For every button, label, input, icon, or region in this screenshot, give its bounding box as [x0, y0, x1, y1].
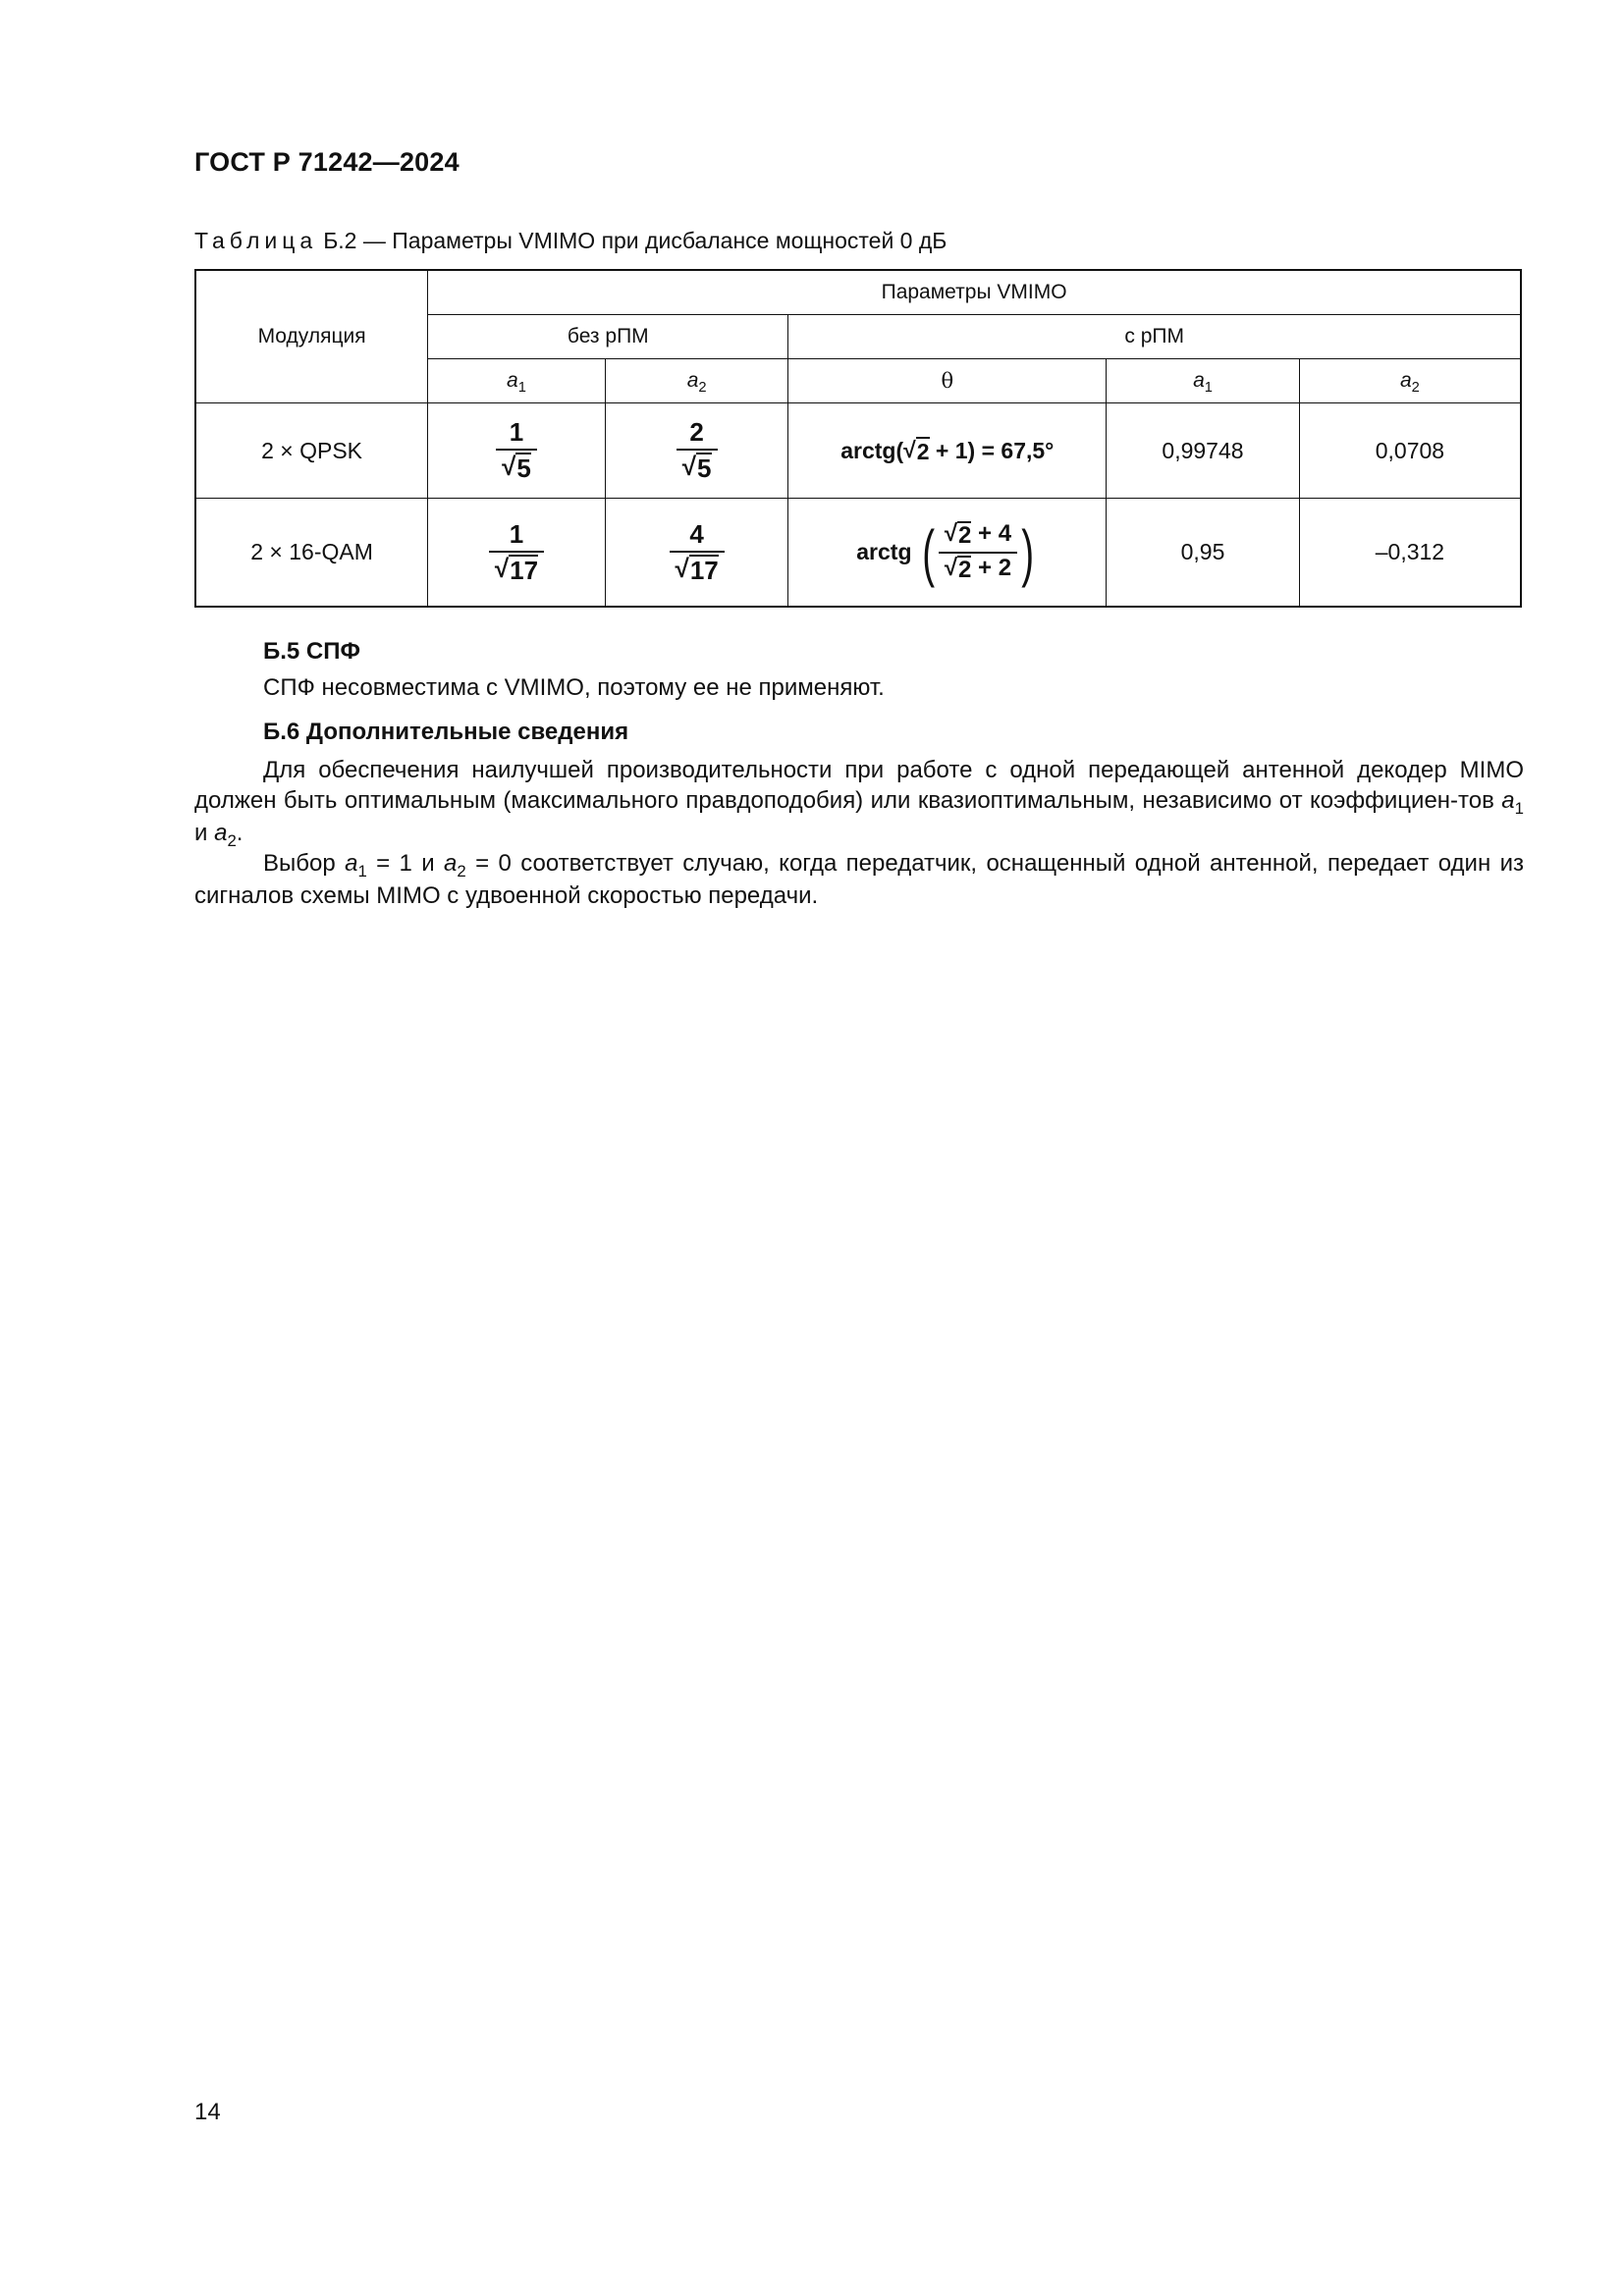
header-params: Параметры VMIMO [428, 270, 1521, 315]
section-b6-title: Б.6 Дополнительные сведения [263, 719, 629, 745]
fraction: 1 √ 17 [489, 520, 544, 584]
caption-text: Б.2 — Параметры VMIMO при дисбалансе мощностей 0 дБ [323, 228, 947, 253]
caption-label: Таблица [194, 228, 318, 253]
table-row [195, 499, 1521, 608]
sqrt-icon: √ [944, 554, 957, 581]
sqrt-icon: √ [502, 452, 516, 481]
cell-a2-rpm: 0,0708 [1299, 403, 1521, 499]
header-without-rpm: без рПМ [428, 315, 788, 359]
sqrt-icon: √ [903, 436, 916, 462]
left-paren-icon: ( [921, 516, 935, 588]
theta-formula: arctg( √ 2 + 1) = 67,5° [840, 436, 1055, 464]
document-header: ГОСТ Р 71242—2024 [194, 147, 460, 177]
cell-a1 [428, 499, 606, 608]
header-row-1 [195, 270, 1521, 315]
header-modulation: Модуляция [195, 270, 428, 403]
cell-modulation: 2 × QPSK [195, 403, 428, 499]
section-b5-title: Б.5 СПФ [263, 638, 360, 665]
fraction: 2 √ 5 [677, 418, 718, 482]
sqrt-icon: √ [675, 553, 689, 583]
right-paren-icon: ) [1021, 516, 1035, 588]
fraction: 4 √ 17 [670, 520, 725, 584]
sqrt-icon: √ [944, 520, 957, 548]
cell-modulation: 2 × 16-QAM [195, 499, 428, 608]
header-theta: θ [788, 359, 1107, 403]
cell-a1 [428, 403, 606, 499]
sqrt-icon: √ [494, 553, 510, 583]
cell-a2-rpm: –0,312 [1299, 499, 1521, 608]
sqrt-icon: √ [681, 452, 697, 481]
cell-a2 [605, 403, 788, 499]
cell-a1-rpm: 0,95 [1107, 499, 1300, 608]
section-b6-paragraph-2: Выбор $a_1 = 1$ и $a_2 = 0$ соответствует случаю, когда передатчик, оснащенный одной антенной, передает один из сигналов схемы MIMO с удвоенной скоростью передачи. [194, 850, 1524, 909]
section-b5-text: СПФ несовместима с VMIMO, поэтому ее не применяют. [263, 674, 885, 701]
header-a1-rpm: $a_1$ [1107, 359, 1300, 403]
table-row [195, 403, 1521, 499]
header-a2: $a_2$ [605, 359, 788, 403]
cell-theta [788, 403, 1107, 499]
header-a1: $a_1$ [428, 359, 606, 403]
header-a2-rpm: $a_2$ [1299, 359, 1521, 403]
cell-theta [788, 499, 1107, 608]
fraction: 1 √ 5 [496, 418, 537, 482]
parameters-table [194, 269, 1522, 608]
header-with-rpm: с рПМ [788, 315, 1521, 359]
cell-a2 [605, 499, 788, 608]
theta-formula: arctg ( √ 2 + 4 √ 2 + 2 ) [856, 516, 1035, 588]
section-b6-paragraph-1: Для обеспечения наилучшей производительности при работе с одной передающей антенной декодер MIMO должен быть оптимальным (максимального правдоподобия) или квазиоптимальным, независимо от коэффициен-тов $a_1$ и $a_2$. [194, 757, 1524, 850]
page-number: 14 [194, 2099, 221, 2125]
cell-a1-rpm: 0,99748 [1107, 403, 1300, 499]
table-caption [194, 228, 947, 254]
fraction: √ 2 + 4 √ 2 + 2 [939, 521, 1017, 583]
